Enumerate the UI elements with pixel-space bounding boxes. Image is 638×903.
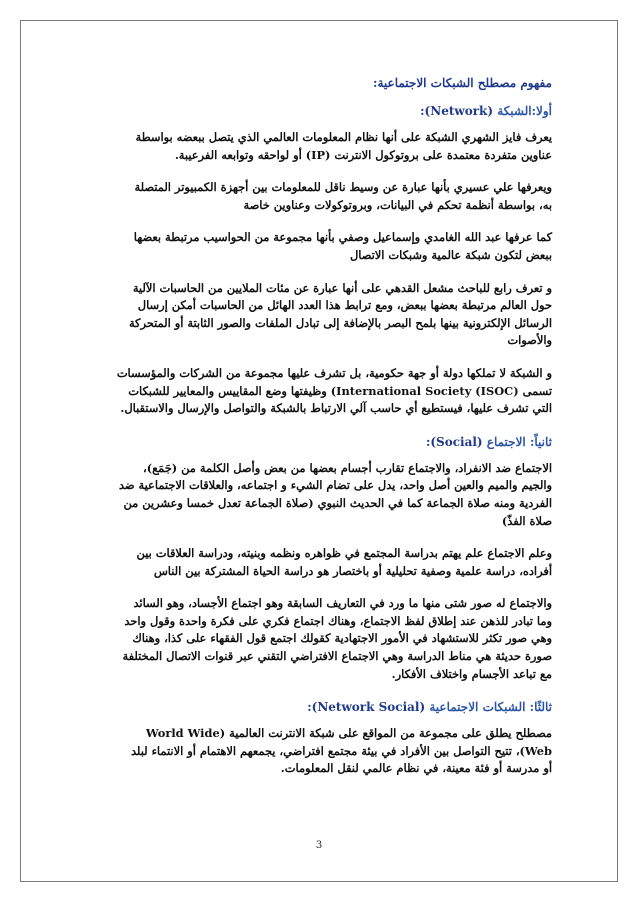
section1-paragraph xyxy=(96,280,552,350)
paragraph-line: ويعرفها علي عسيري بأنها عبارة عن وسيط ناقل للمعلومات بين أجهزة الكمبيوتر المتصلة xyxy=(134,180,552,195)
section3-paragraph xyxy=(96,725,552,778)
section2-heading xyxy=(96,433,552,451)
paragraph-line: وما تبادر للذهن عند إطلاق لفظ الاجتماع، وهناك اجتماع فكري على فكرة واحدة وقول واحد xyxy=(124,613,552,628)
paragraph-line: Web)، تتيح التواصل بين الأفراد في بيئة مجتمع افتراضي، يجمعهم الاهتمام أو الانتماء لبلد xyxy=(130,743,552,758)
section2-paragraph xyxy=(96,460,552,530)
paragraph-line: يعرف فايز الشهري الشبكة على أنها نظام المعلومات العالمي الذي يتصل ببعضه بواسطة xyxy=(135,130,552,144)
section1-paragraph xyxy=(96,229,552,264)
paragraph-line: الاجتماع ضد الانفراد، والاجتماع تقارب أجسام بعضها من بعض وأصل الكلمة من (جَمَع)، xyxy=(143,460,552,475)
paragraph-line: صورة حديثة هي مناط الدراسة وهي الاجتماع الافتراضي التقني عبر قنوات الاتصال المختلفة xyxy=(122,649,552,664)
paragraph-line: مصطلح يطلق على مجموعة من المواقع على شبكة الانترنت العالمية (World Wide xyxy=(145,726,552,741)
section2-paragraphs xyxy=(96,460,552,684)
section2-paragraph xyxy=(96,595,552,683)
section2-heading-en: (Social): xyxy=(425,434,483,449)
section3-heading-en: (Network Social): xyxy=(307,700,426,715)
document-title: مفهوم مصطلح الشبكات الاجتماعية: xyxy=(373,76,552,90)
section1-paragraph xyxy=(96,129,552,164)
paragraph-line: حول العالم مرتبطة بعضها ببعض، ومع ترابط هذا العدد الهائل من الحاسبات أمكن إرسال xyxy=(137,298,552,313)
paragraph-line: و الشبكة لا تملكها دولة أو جهة حكومية، بل تشرف عليها مجموعة من الشركات والمؤسسات xyxy=(116,365,552,380)
paragraph-line: والأصوات xyxy=(507,333,552,348)
page-number: 3 xyxy=(315,840,323,851)
section1-heading-ar: أولا:الشبكة xyxy=(497,104,552,118)
paragraph-line: ببعض لتكون شبكة عالمية وشبكات الاتصال xyxy=(349,247,552,262)
section3-heading-ar: ثالثًا: الشبكات الاجتماعية xyxy=(429,700,552,715)
paragraph-line: به، بواسطة أنظمة تحكم في البيانات، وبروتوكولات وعناوين خاصة xyxy=(243,197,552,212)
paragraph-line: وعلم الاجتماع علم يهتم بدراسة المجتمع في ظواهره ونظمه وبنيته، ودراسة العلاقات بين xyxy=(136,546,552,561)
paragraph-line: التي تشرف عليها، فيستطيع أي حاسب آلي الارتباط بالشبكة والتواصل والإرسال والاستقبال. xyxy=(120,401,552,416)
paragraph-line: صلاة الفذّ) xyxy=(501,513,552,528)
section3-paragraphs xyxy=(96,725,552,778)
paragraph-line: عناوين متفردة معتمدة على بروتوكول الانترنت (IP) أو لواحقه وتوابعه الفرعيبة. xyxy=(174,147,552,162)
paragraph-line: والاجتماع له صور شتى منها ما ورد في التعاريف السابقة وهو اجتماع الأجساد، وهو السائد xyxy=(133,596,552,611)
paragraph-line: الرسائل الإلكترونية بينها بلمح البصر بالإضافة إلى تبادل الملفات والصور الثابتة أو المتحركة xyxy=(128,315,552,330)
section1-heading xyxy=(96,102,552,120)
paragraph-line: وهي صور تكثر للاستشهاد في الأمور الاجتهادية كقولك اجتمع قول الفقهاء على كذا، وهناك xyxy=(132,631,552,646)
document-body xyxy=(96,66,552,793)
paragraph-line: أو مدرسة أو فئة معينة، في نظام عالمي لنقل المعلومات. xyxy=(280,761,552,776)
paragraph-line: والجيم والميم والعين أصل واحد، يدل على تضام الشيء و اجتماعه، والعلاقات الاجتماعية ضد xyxy=(118,478,552,493)
paragraph-line: أفراده، دراسة علمية وصفية تحليلية أو باختصار هو دراسة الحياة المشتركة بين الناس xyxy=(153,563,552,578)
paragraph-line: مع تباعد الأجسام واختلاف الأفكار. xyxy=(391,666,552,681)
section1-paragraphs xyxy=(96,129,552,418)
paragraph-line: الفردية ومنه صلاة الجماعة كما في الحديث النبوي (صلاة الجماعة تعدل خمسا وعشرين من xyxy=(123,495,552,510)
section3-heading xyxy=(96,698,552,716)
paragraph-line: تسمى (ISOC) International Society) وظيفتها وضع المقاييس والمعايير للشبكات xyxy=(128,383,552,398)
section1-heading-en: (Network): xyxy=(420,104,494,118)
section2-paragraph xyxy=(96,545,552,580)
section2-heading-ar: ثانياً: الاجتماع xyxy=(486,434,552,449)
paragraph-line: كما عرفها عبد الله الغامدي وإسماعيل وصفي بأنها مجموعة من الحواسيب مرتبطة بعضها xyxy=(133,230,552,245)
paragraph-line: و تعرف رابع للباحث مشعل القدهي على أنها عبارة عن مئات الملايين من الحاسبات الآلية xyxy=(132,280,552,295)
section1-paragraph xyxy=(96,179,552,214)
section1-paragraph xyxy=(96,365,552,418)
